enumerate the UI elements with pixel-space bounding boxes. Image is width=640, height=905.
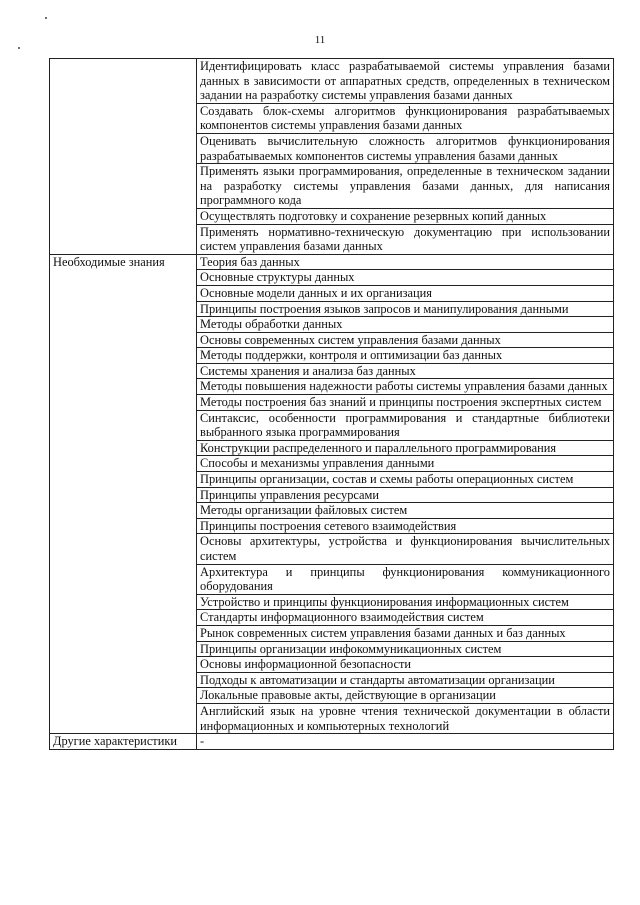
page-number: 11 — [314, 34, 326, 46]
section-item: Стандарты информационного взаимодействия систем — [197, 610, 614, 626]
section-item: Применять языки программирования, определенные в техническом задании на разработку системы управления базами данных, для написания программного кода — [197, 164, 614, 209]
section-item: Создавать блок-схемы алгоритмов функционирования разрабатываемых компонентов системы управления базами данных — [197, 103, 614, 133]
scan-speck — [18, 47, 20, 49]
section-label — [50, 59, 197, 255]
section-item: Рынок современных систем управления базами данных и баз данных — [197, 625, 614, 641]
section-item: Основы современных систем управления базами данных — [197, 332, 614, 348]
section-item: Методы организации файловых систем — [197, 503, 614, 519]
section-item: Принципы построения сетевого взаимодействия — [197, 518, 614, 534]
section-item: Основные структуры данных — [197, 270, 614, 286]
section-item: Устройство и принципы функционирования информационных систем — [197, 594, 614, 610]
section-item: Принципы управления ресурсами — [197, 487, 614, 503]
section-item: Методы поддержки, контроля и оптимизации баз данных — [197, 348, 614, 364]
section-item: Основы архитектуры, устройства и функционирования вычислительных систем — [197, 534, 614, 564]
section-item: Принципы организации, состав и схемы работы операционных систем — [197, 472, 614, 488]
section-item: Осуществлять подготовку и сохранение резервных копий данных — [197, 208, 614, 224]
section-label: Другие характеристики — [50, 734, 197, 750]
section-label: Необходимые знания — [50, 254, 197, 733]
section-item: Системы хранения и анализа баз данных — [197, 363, 614, 379]
section-item: Способы и механизмы управления данными — [197, 456, 614, 472]
section-item: Архитектура и принципы функционирования коммуникационного оборудования — [197, 564, 614, 594]
section-item: Принципы построения языков запросов и манипулирования данными — [197, 301, 614, 317]
section-item: Методы обработки данных — [197, 317, 614, 333]
requirements-table — [49, 58, 614, 750]
section-item: Локальные правовые акты, действующие в организации — [197, 688, 614, 704]
section-item: - — [197, 734, 614, 750]
section-item: Оценивать вычислительную сложность алгоритмов функционирования разрабатываемых компонентов системы управления базами данных — [197, 133, 614, 163]
section-item: Подходы к автоматизации и стандарты автоматизации организации — [197, 672, 614, 688]
table-row — [50, 254, 614, 270]
section-item: Теория баз данных — [197, 254, 614, 270]
section-item: Методы построения баз знаний и принципы построения экспертных систем — [197, 395, 614, 411]
section-item: Конструкции распределенного и параллельного программирования — [197, 440, 614, 456]
scan-speck — [45, 17, 47, 19]
section-item: Методы повышения надежности работы системы управления базами данных — [197, 379, 614, 395]
section-item: Основы информационной безопасности — [197, 657, 614, 673]
section-item: Синтаксис, особенности программирования и стандартные библиотеки выбранного языка программирования — [197, 410, 614, 440]
table-row — [50, 59, 614, 104]
table-row — [50, 734, 614, 750]
table-body — [50, 59, 614, 750]
section-item: Английский язык на уровне чтения технической документации в области информационных и компьютерных технологий — [197, 703, 614, 733]
section-item: Применять нормативно-техническую документацию при использовании систем управления базами данных — [197, 224, 614, 254]
section-item: Принципы организации инфокоммуникационных систем — [197, 641, 614, 657]
section-item: Идентифицировать класс разрабатываемой системы управления базами данных в зависимости от аппаратных средств, определенных в техническом задании на разработку системы управления базами данных — [197, 59, 614, 104]
section-item: Основные модели данных и их организация — [197, 285, 614, 301]
